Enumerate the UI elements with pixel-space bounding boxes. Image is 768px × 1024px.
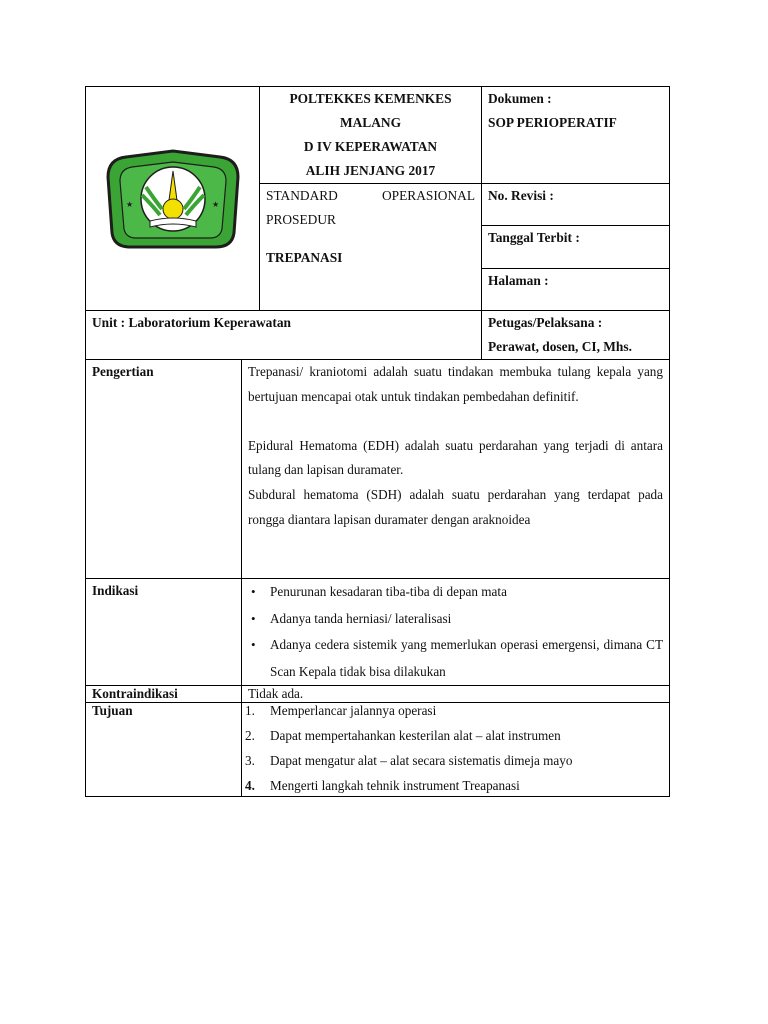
sop-type-line1: STANDARD OPERASIONAL: [266, 188, 475, 203]
pengertian-paragraph: Trepanasi/ kraniotomi adalah suatu tindakan membuka tulang kepala yang bertujuan mencapai otak untuk tindakan pembedahan definitif.: [248, 364, 663, 404]
unit-cell: [86, 311, 482, 360]
tujuan-content: [242, 703, 670, 797]
logo-star-right: ★: [211, 199, 219, 209]
procedure-title: TREPANASI: [266, 250, 343, 265]
list-item: 2. Dapat mempertahankan kesterilan alat – alat instrumen: [245, 728, 561, 743]
institution-line: D IV KEPERAWATAN: [303, 139, 438, 154]
institution-logo: [98, 137, 248, 257]
indikasi-content: [242, 579, 670, 686]
revision-cell: [482, 184, 670, 226]
issue-date-label: Tanggal Terbit :: [488, 230, 580, 245]
header-table: [85, 86, 670, 360]
body-table: [85, 359, 670, 797]
tujuan-list: [245, 703, 663, 794]
document-cell: [482, 87, 670, 184]
institution-line: POLTEKKES KEMENKES: [289, 91, 452, 106]
procedure-cell: [260, 184, 482, 311]
officer-cell: [482, 311, 670, 360]
issue-date-cell: [482, 226, 670, 269]
pengertian-paragraph: Subdural hematoma (SDH) adalah suatu perdarahan yang terdapat pada rongga diantara lapisan duramater dengan araknoidea: [248, 486, 663, 527]
list-item: 1. Memperlancar jalannya operasi: [245, 703, 437, 718]
officer-value: Perawat, dosen, CI, Mhs.: [488, 339, 632, 354]
logo-cell: [86, 87, 260, 311]
list-item: • Adanya cedera sistemik yang memerlukan operasi emergensi, dimana CT Scan Kepala tidak bisa dilakukan: [251, 637, 663, 679]
pengertian-label: Pengertian: [86, 360, 242, 579]
list-item: 4. Mengerti langkah tehnik instrument Treapanasi: [245, 778, 520, 793]
officer-label: Petugas/Pelaksana :: [488, 315, 603, 330]
indikasi-label: Indikasi: [86, 579, 242, 686]
document-label: Dokumen :: [488, 91, 552, 106]
list-item: • Adanya tanda herniasi/ lateralisasi: [251, 610, 452, 626]
document-value: SOP PERIOPERATIF: [488, 115, 617, 130]
pengertian-content: [242, 360, 670, 579]
institution-cell: [260, 87, 482, 184]
revision-label: No. Revisi :: [488, 188, 554, 203]
institution-line: ALIH JENJANG 2017: [305, 163, 436, 178]
kontraindikasi-value: Tidak ada.: [242, 686, 670, 703]
institution-line: MALANG: [340, 115, 401, 130]
sop-document: [85, 86, 669, 797]
kontraindikasi-label: Kontraindikasi: [86, 686, 242, 703]
sop-type-line2: PROSEDUR: [266, 212, 336, 227]
page-label: Halaman :: [488, 273, 549, 288]
pengertian-paragraph: Epidural Hematoma (EDH) adalah suatu perdarahan yang terjadi di antara tulang dan lapisan duramater.: [248, 437, 663, 478]
page-cell: [482, 269, 670, 311]
list-item: 3. Dapat mengatur alat – alat secara sistematis dimeja mayo: [245, 753, 573, 768]
logo-star-left: ★: [125, 199, 133, 209]
unit-label: Unit : Laboratorium Keperawatan: [92, 315, 291, 330]
tujuan-label: Tujuan: [86, 703, 242, 797]
list-item: • Penurunan kesadaran tiba-tiba di depan mata: [251, 584, 507, 599]
indikasi-list: [248, 579, 663, 685]
